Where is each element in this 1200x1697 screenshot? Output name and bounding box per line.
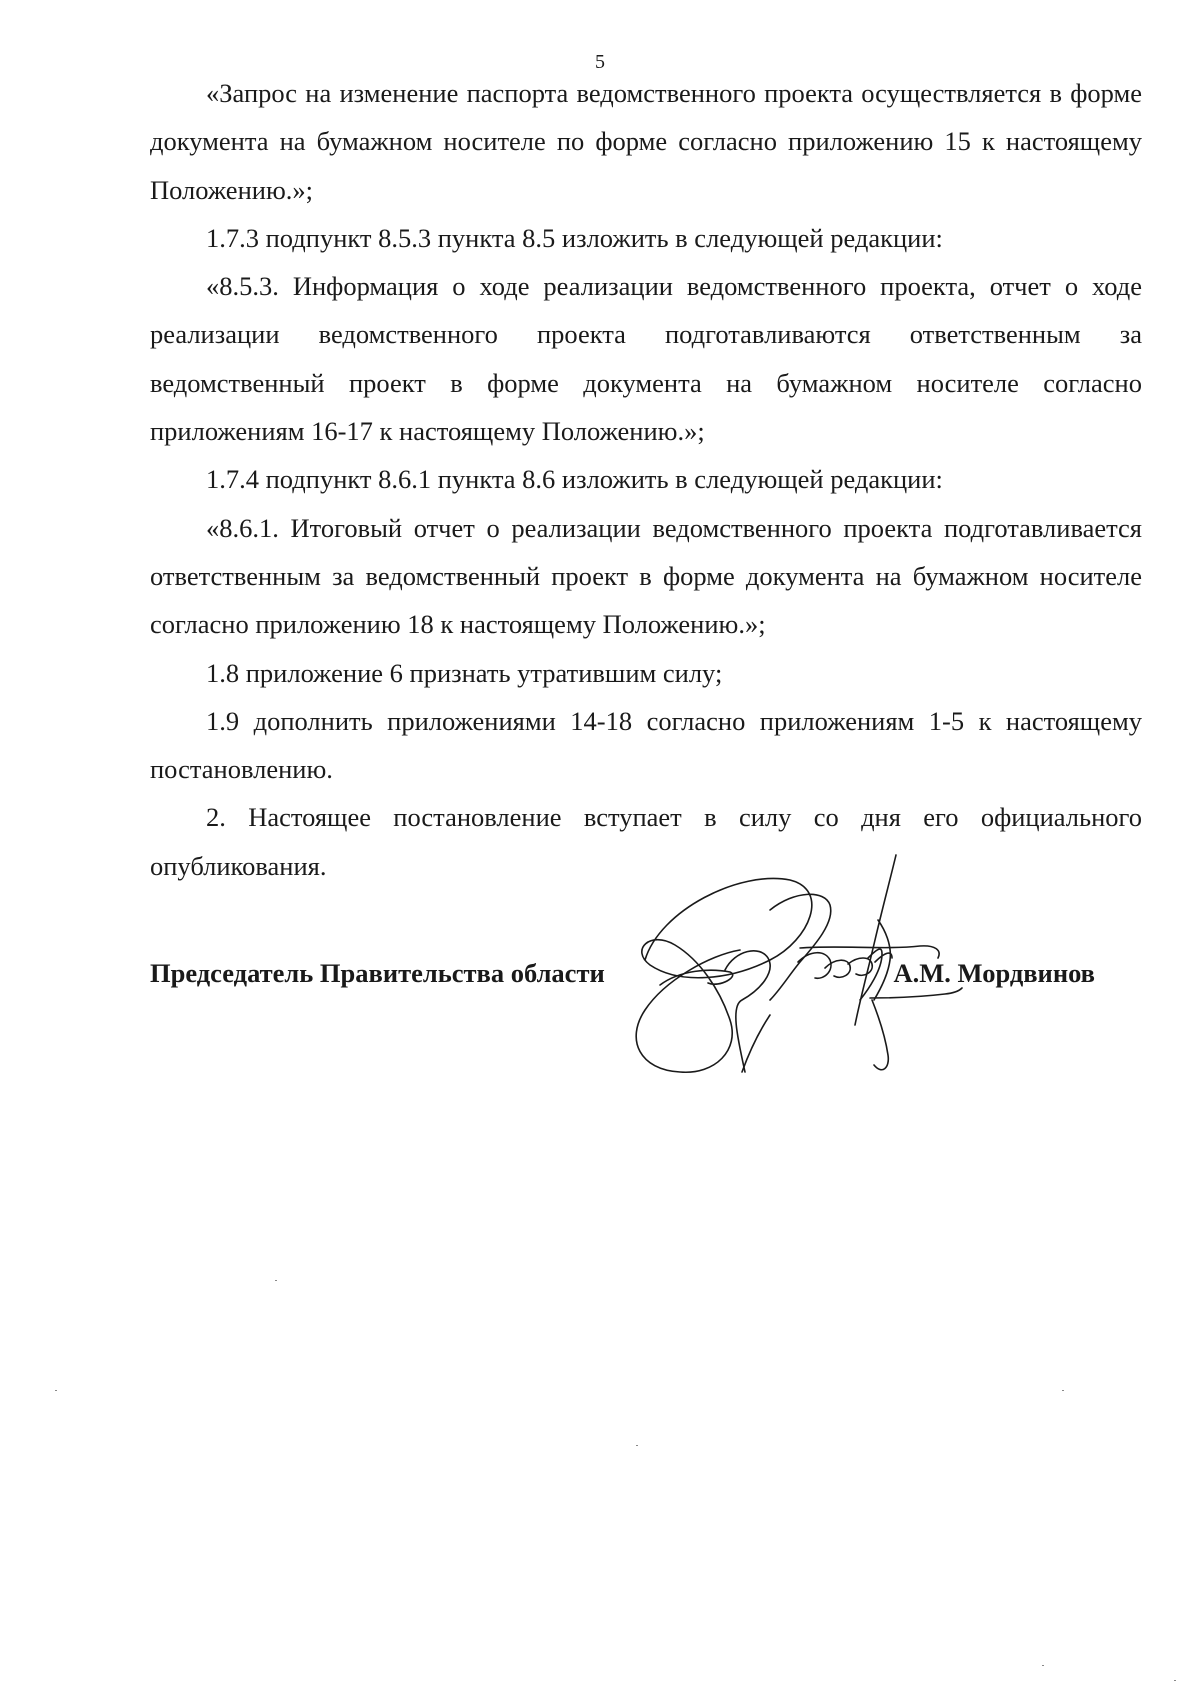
document-body xyxy=(150,69,1142,890)
paragraph-8-6-1: «8.6.1. Итоговый отчет о реализации ведомственного проекта подготавливается ответственным за ведомственный проект в форме документа на бумажном носителе согласно приложению 18 к настоящему Положению.»; xyxy=(150,512,1142,640)
paragraph-passport-change-request: «Запрос на изменение паспорта ведомственного проекта осуществляется в форме документа на бумажном носителе по форме согласно приложению 15 к настоящему Положению.»; xyxy=(150,78,1142,205)
scan-speck xyxy=(1042,1665,1044,1666)
page-number: 5 xyxy=(595,51,605,73)
handwritten-signature xyxy=(620,850,1000,1100)
scan-speck xyxy=(55,1390,57,1391)
scan-speck xyxy=(1062,1390,1064,1391)
paragraph-1-7-3: 1.7.3 подпункт 8.5.3 пункта 8.5 изложить в следующей редакции: xyxy=(206,222,943,253)
paragraph-1-7-4: 1.7.4 подпункт 8.6.1 пункта 8.6 изложить в следующей редакции: xyxy=(206,464,943,495)
signer-name: А.М. Мордвинов xyxy=(893,958,1095,988)
paragraph-8-5-3: «8.5.3. Информация о ходе реализации ведомственного проекта, отчет о ходе реализации ведомственного проекта подготавливаются ответственным за ведомственный проект в форме документа на бумажном носителе согласно приложениям 16-17 к настоящему Положению.»; xyxy=(150,271,1142,447)
scan-speck xyxy=(275,1280,277,1281)
paragraph-1-8: 1.8 приложение 6 признать утратившим силу; xyxy=(206,657,723,688)
scan-speck xyxy=(1174,1680,1176,1681)
signer-title: Председатель Правительства области xyxy=(150,958,605,988)
paragraph-1-9: 1.9 дополнить приложениями 14-18 согласно приложениям 1-5 к настоящему постановлению. xyxy=(150,705,1142,785)
scan-speck xyxy=(636,1445,638,1446)
paragraph-2-effective-date: 2. Настоящее постановление вступает в силу со дня его официального опубликования. xyxy=(150,802,1142,881)
